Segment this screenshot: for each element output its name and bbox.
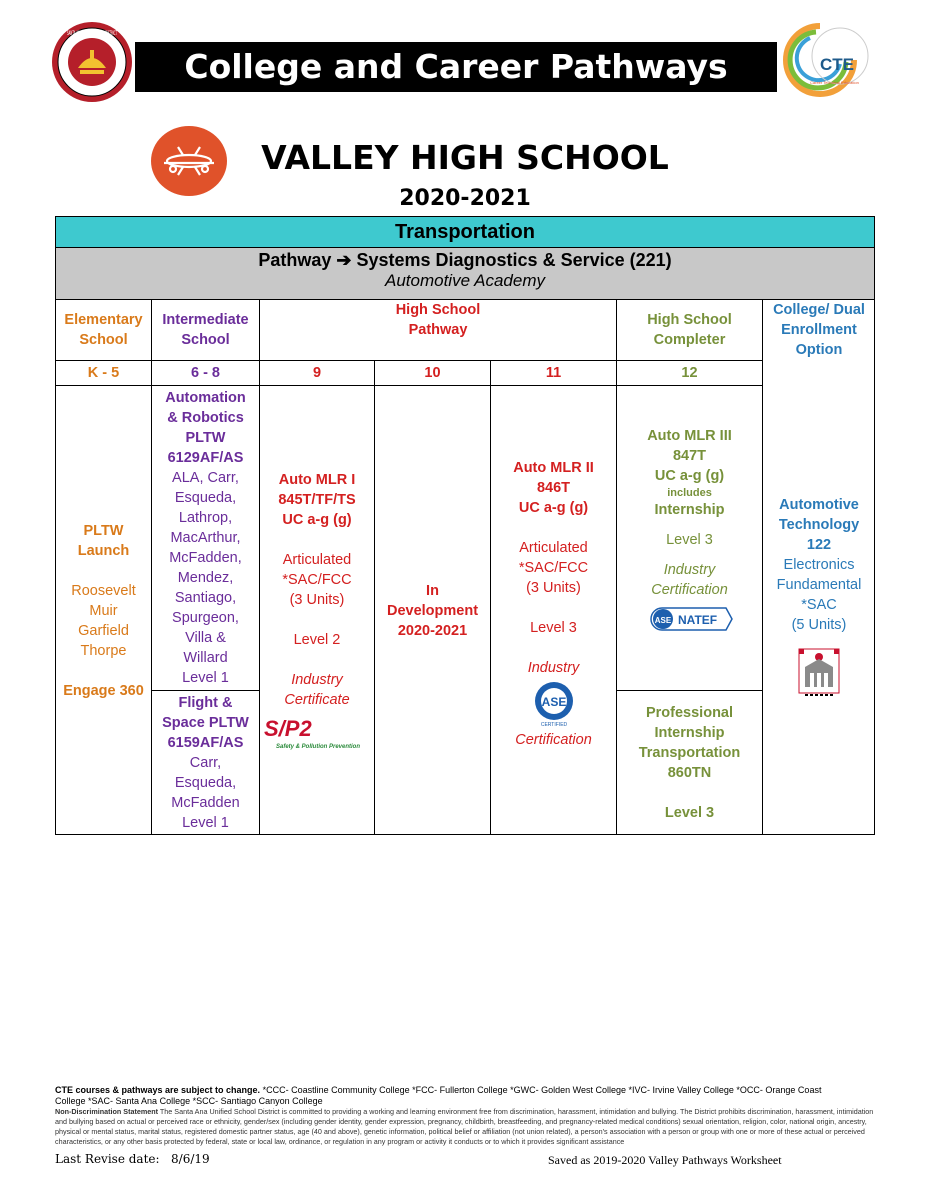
grade12-internship-cell: Professional Internship Transportation 860TN Level 3 xyxy=(638,705,741,821)
college-building-icon xyxy=(797,647,841,699)
svg-text:ASE: ASE xyxy=(541,695,566,709)
school-year: 2020-2021 xyxy=(399,186,531,211)
pathway-name: Systems Diagnostics & Service (221) xyxy=(356,250,672,270)
seal-text: SANTA ANA UNIFIED SCHOOL DISTRICT xyxy=(67,30,118,37)
pathway-heading xyxy=(56,248,874,300)
grade-6-8: 6 - 8 xyxy=(190,365,220,381)
pathway-table xyxy=(55,216,875,835)
non-discrimination-text: The Santa Ana Unified School District is committed to providing a working and learning environment free from discrimination, harassment, intimidation and bullying. The District prohibits discrimination, harassment, intimidation and bullying based on actual or perceived race or ethnicity, gender/sex (including gender identity, gender expression, pregnancy, childbirth, breastfeeding, and pregnancy-related medical conditions) sexual orientation, religion, color, national origin, ancestry, physical or mental status, marital status, registered domestic partner status, age (40 and above), genetic information, political belief or affiliation (not union related), a person's association with a person or group with one or more of these actual or perceived characteristics, or any other basis protected by federal, state or local law, ordinance, or regulation in any program or activity it conducts or to which it provides significant assistance xyxy=(55,1107,874,1146)
college-abbreviations-line1: *CCC- Coastline Community College *FCC- Fullerton College *GWC- Golden West College *IVC- Irvine Valley College *OCC- Orange Coast xyxy=(262,1085,822,1095)
footer-notes xyxy=(55,1085,880,1147)
sp2-logo xyxy=(262,714,366,756)
change-note: CTE courses & pathways are subject to change. xyxy=(55,1085,261,1095)
elementary-cell: PLTW Launch Roosevelt Muir Garfield Thorpe Engage 360 xyxy=(63,522,144,699)
grade11-cell: Auto MLR II 846T UC a-g (g) Articulated *SAC/FCC (3 Units) Level 3 Industry ASE CERTIFIED Certification xyxy=(513,460,594,748)
natef-logo xyxy=(648,600,732,638)
pathway-title xyxy=(56,250,874,271)
grade12-course-cell: Auto MLR III 847T UC a-g (g) includes Internship Level 3 Industry Certification ASE NATEF xyxy=(617,386,762,690)
grade-k5: K - 5 xyxy=(87,365,120,381)
grade-12: 12 xyxy=(681,365,698,381)
academy-name: Automotive Academy xyxy=(385,271,545,290)
cte-logo-subtext: Career Technical Education xyxy=(810,80,859,85)
svg-text:ASE: ASE xyxy=(654,616,671,625)
page-title: College and Career Pathways xyxy=(184,47,728,86)
header-completer: High School Completer xyxy=(647,312,732,348)
grade-11: 11 xyxy=(545,365,562,381)
intermediate-flight-cell: Flight & Space PLTW 6159AF/AS Carr, Esqueda, McFadden Level 1 xyxy=(162,695,249,831)
saved-as-note: Saved as 2019-2020 Valley Pathways Worksheet xyxy=(548,1153,782,1167)
college-abbreviations-line2: College *SAC- Santa Ana College *SCC- Santiago Canyon College xyxy=(55,1096,323,1106)
svg-text:CERTIFIED: CERTIFIED xyxy=(540,722,567,728)
ase-certified-logo xyxy=(532,678,576,730)
header-high-school: High School Pathway xyxy=(395,302,481,338)
intermediate-robotics-cell: Automation & Robotics PLTW 6129AF/AS ALA, Carr, Esqueda, Lathrop, MacArthur, McFadden, Mendez, Santiago, Spurgeon, Villa & Willard Level 1 xyxy=(165,390,246,686)
header-elementary: Elementary School xyxy=(64,312,143,348)
grade-10: 10 xyxy=(424,365,441,381)
college-cell: Automotive Technology 122 Electronics Fundamental *SAC (5 Units) xyxy=(763,361,875,835)
svg-text:NATEF: NATEF xyxy=(677,613,717,627)
page-title-bar xyxy=(135,42,777,92)
district-seal-logo xyxy=(50,20,134,104)
svg-text:Safety & Pollution Prevention: Safety & Pollution Prevention xyxy=(276,744,361,750)
header-intermediate: Intermediate School xyxy=(162,312,249,348)
grade10-cell: In Development 2020-2021 xyxy=(386,582,479,639)
school-name: VALLEY HIGH SCHOOL xyxy=(261,138,669,177)
sector-heading: Transportation xyxy=(56,217,874,248)
svg-text:S/P2: S/P2 xyxy=(264,716,312,741)
pathway-prefix: Pathway xyxy=(258,250,332,270)
non-discrimination-title: Non-Discrimination Statement xyxy=(55,1107,159,1116)
grade-9: 9 xyxy=(312,365,322,381)
grade9-cell: Auto MLR I 845T/TF/TS UC a-g (g) Articulated *SAC/FCC (3 Units) Level 2 Industry Certificate xyxy=(278,472,356,708)
last-revise-date: Last Revise date: 8/6/19 xyxy=(55,1152,210,1166)
cte-logo-text: CTE xyxy=(820,55,854,74)
cte-logo xyxy=(780,22,872,96)
header-college: College/ Dual Enrollment Option xyxy=(773,302,865,358)
arrow-right-icon: ➔ xyxy=(336,250,352,270)
